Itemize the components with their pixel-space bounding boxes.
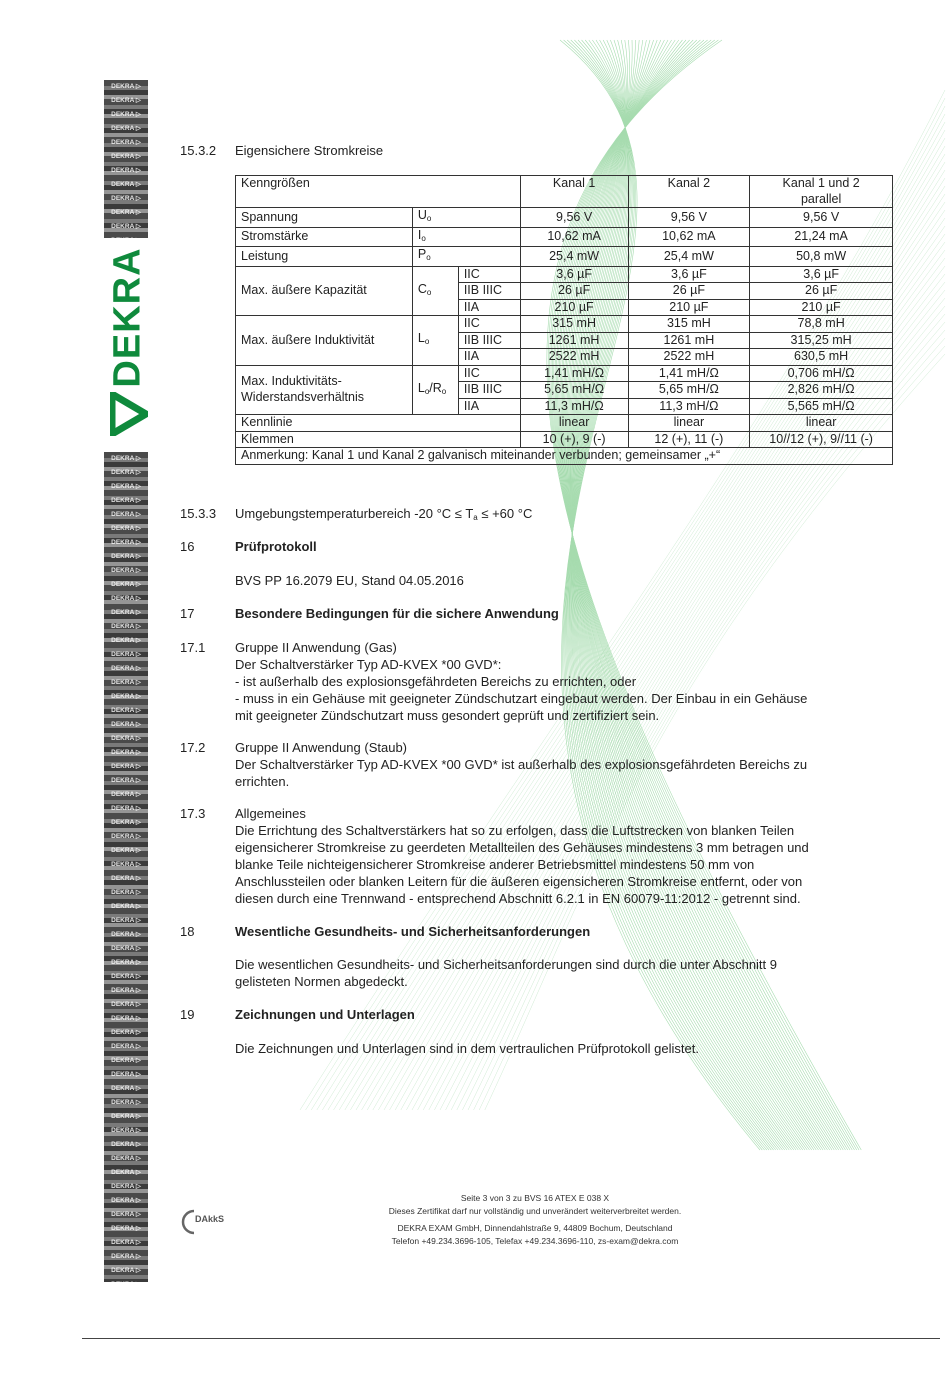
value-cell: linear xyxy=(628,415,750,432)
value-cell: 10,62 mA xyxy=(628,227,750,247)
value-cell: 21,24 mA xyxy=(750,227,893,247)
symbol-cell: $L_o/R_o$ xyxy=(412,365,458,415)
section-title: Wesentliche Gesundheits- und Sicherheitsanforderungen xyxy=(235,924,591,939)
symbol-cell: $U_o$ xyxy=(412,208,520,228)
group-cell: IIC xyxy=(458,266,520,283)
value-cell: 26 µF xyxy=(628,283,750,300)
section-number: 15.3.3 xyxy=(180,506,217,521)
section-number: 17.1 xyxy=(180,640,206,655)
group-cell: IIB IIIC xyxy=(458,283,520,300)
strip-pattern-text: DEKRA ▷ DEKRA ▷ DEKRA ▷ DEKRA ▷ DEKRA ▷ DEKRA ▷ DEKRA ▷ DEKRA ▷ DEKRA ▷ DEKRA ▷ DEKRA ▷ xyxy=(111,83,141,230)
section-number: 16 xyxy=(180,539,195,554)
value-cell: 26 µF xyxy=(750,283,893,300)
row-label: Max. äußere Induktivität xyxy=(236,316,413,366)
header-cell: Kanal 2 xyxy=(628,176,750,208)
symbol-cell: $L_o$ xyxy=(412,316,458,366)
value-cell: 1261 mH xyxy=(520,332,628,349)
header-cell: Kanal 1 und 2 parallel xyxy=(750,176,893,208)
value-cell: 50,8 mW xyxy=(750,247,893,267)
table-row xyxy=(236,266,893,283)
table-row xyxy=(236,415,893,432)
value-cell: 11,3 mH/Ω xyxy=(628,398,750,415)
row-label: Max. äußere Kapazität xyxy=(236,266,413,316)
value-cell: linear xyxy=(750,415,893,432)
symbol-cell: $P_o$ xyxy=(412,247,520,267)
value-cell: 2522 mH xyxy=(628,349,750,366)
value-cell: 9,56 V xyxy=(520,208,628,228)
group-cell: IIC xyxy=(458,365,520,382)
table-row xyxy=(236,431,893,448)
row-label: Kennlinie xyxy=(236,415,521,432)
value-cell: 9,56 V xyxy=(628,208,750,228)
footer-address: DEKRA EXAM GmbH, Dinnendahlstraße 9, 44809 Bochum, Deutschland xyxy=(397,1223,673,1233)
bottom-rule xyxy=(82,1338,940,1339)
section-body: Allgemeines Die Errichtung des Schaltverstärkers hat so zu erfolgen, dass die Luftstrecken von blanken Teilen eigensicherer Stromkreise zu geerdeten Metallteilen des Gehäuses mindestens 3 mm betragen und blanke Teile nichteigensicherer Stromkreise anderer Betriebsmittel mindestens 50 mm von Anschlussteilen oder blanken Leitern für die äußeren eigensicheren Stromkreise entfernt, oder von diesen durch eine Trennwand - entsprechend Abschnitt 6.2.1 in EN 60079-11:2012 - getrennt sind. xyxy=(235,806,809,906)
section-title: Besondere Bedingungen für die sichere Anwendung xyxy=(235,606,559,621)
table-row xyxy=(236,208,893,228)
symbol-cell: $C_o$ xyxy=(412,266,458,316)
table-row xyxy=(236,247,893,267)
value-cell: 5,565 mH/Ω xyxy=(750,398,893,415)
temperature-range-text: Umgebungstemperaturbereich -20 $^\circ C \le T_a \le +60$ °C xyxy=(235,506,533,522)
value-cell: 2522 mH xyxy=(520,349,628,366)
value-cell: 2,826 mH/Ω xyxy=(750,382,893,399)
dakks-mark-icon xyxy=(180,1209,196,1235)
value-cell: 210 µF xyxy=(520,299,628,316)
section-title: Zeichnungen und Unterlagen xyxy=(235,1007,415,1022)
header-cell: Kanal 1 xyxy=(520,176,628,208)
symbol-cell: $I_o$ xyxy=(412,227,520,247)
section-number: 17 xyxy=(180,606,195,621)
row-label: Max. Induktivitäts- Widerstandsverhältnis xyxy=(236,365,413,415)
section-body: Gruppe II Anwendung (Gas) Der Schaltverstärker Typ AD-KVEX *00 GVD*: - ist außerhalb des explosionsgefährdeten Bereichs zu errichten, oder - muss in ein Gehäuse mit geeigneter Zündschutzart eingebaut werden. Der Einbau in ein Gehäuse mit geeigneter Zündschutzart muss gesondert geprüft und zertifiziert sein. xyxy=(235,640,808,723)
value-cell: 210 µF xyxy=(628,299,750,316)
value-cell: 1,41 mH/Ω xyxy=(628,365,750,382)
value-cell: 1261 mH xyxy=(628,332,750,349)
value-cell: 25,4 mW xyxy=(520,247,628,267)
section-number: 18 xyxy=(180,924,195,939)
table-row xyxy=(236,316,893,333)
dakks-accreditation-logo: DAkkS xyxy=(180,1205,260,1251)
value-cell: 11,3 mH/Ω xyxy=(520,398,628,415)
row-label: Spannung xyxy=(236,208,413,228)
parameters-table xyxy=(235,175,893,465)
section-title: Eigensichere Stromkreise xyxy=(235,143,384,158)
section-body: Die wesentlichen Gesundheits- und Sicherheitsanforderungen sind durch die unter Abschnitt 9 gelisteten Normen abgedeckt. xyxy=(235,957,778,989)
group-cell: IIA xyxy=(458,299,520,316)
section-number: 17.3 xyxy=(180,806,206,821)
group-cell: IIB IIIC xyxy=(458,332,520,349)
value-cell: 9,56 V xyxy=(750,208,893,228)
page-footer xyxy=(330,1192,740,1248)
group-cell: IIC xyxy=(458,316,520,333)
table-note-row xyxy=(236,448,893,465)
group-cell: IIA xyxy=(458,398,520,415)
table-row xyxy=(236,365,893,382)
row-label: Klemmen xyxy=(236,431,521,448)
section-body: BVS PP 16.2079 EU, Stand 04.05.2016 xyxy=(235,573,464,588)
footer-notice: Dieses Zertifikat darf nur vollständig und unverändert weiterverbreitet werden. xyxy=(388,1206,682,1216)
section-number: 15.3.2 xyxy=(180,143,217,158)
group-cell: IIA xyxy=(458,349,520,366)
group-cell: IIB IIIC xyxy=(458,382,520,399)
row-label: Stromstärke xyxy=(236,227,413,247)
section-body: Gruppe II Anwendung (Staub) Der Schaltverstärker Typ AD-KVEX *00 GVD* ist außerhalb des explosionsgefährdeten Bereichs zu errichten. xyxy=(235,740,808,789)
value-cell: 0,706 mH/Ω xyxy=(750,365,893,382)
value-cell: 5,65 mH/Ω xyxy=(628,382,750,399)
value-cell: 78,8 mH xyxy=(750,316,893,333)
value-cell: 1,41 mH/Ω xyxy=(520,365,628,382)
section-title: Prüfprotokoll xyxy=(235,539,317,554)
section-number: 17.2 xyxy=(180,740,206,755)
header-cell: Kenngrößen xyxy=(236,176,521,208)
section-number: 19 xyxy=(180,1007,195,1022)
value-cell: 210 µF xyxy=(750,299,893,316)
value-cell: 5,65 mH/Ω xyxy=(520,382,628,399)
footer-contact: Telefon +49.234.3696-105, Telefax +49.234.3696-110, zs-exam@dekra.com xyxy=(391,1236,679,1246)
value-cell: 3,6 µF xyxy=(520,266,628,283)
value-cell: 10 (+), 9 (-) xyxy=(520,431,628,448)
value-cell: 12 (+), 11 (-) xyxy=(628,431,750,448)
value-cell: 25,4 mW xyxy=(628,247,750,267)
value-cell: 315 mH xyxy=(520,316,628,333)
table-note: Anmerkung: Kanal 1 und Kanal 2 galvanisch miteinander verbunden; gemeinsamer „+“ xyxy=(236,448,893,465)
strip-pattern-text: DEKRA ▷ DEKRA ▷ DEKRA ▷ DEKRA ▷ DEKRA ▷ DEKRA ▷ DEKRA ▷ DEKRA ▷ DEKRA ▷ DEKRA ▷ DEKRA ▷ DEKRA ▷ DEKRA ▷ DEKRA ▷ DEKRA ▷ DEKRA ▷ DEKRA ▷ DEKRA ▷ DEKRA ▷ DEKRA ▷ DEKRA ▷ DEKRA ▷ DEKRA ▷ DEKRA ▷ DEKRA ▷ DEKRA ▷ DEKRA ▷ DEKRA ▷ DEKRA ▷ DEKRA ▷ DEKRA ▷ DEKRA ▷ DEKRA ▷ DEKRA ▷ DEKRA ▷ DEKRA ▷ DEKRA ▷ DEKRA ▷ DEKRA ▷ DEKRA ▷ DEKRA ▷ DEKRA ▷ DEKRA ▷ DEKRA ▷ DEKRA ▷ DEKRA ▷ DEKRA ▷ DEKRA ▷ DEKRA ▷ DEKRA ▷ DEKRA ▷ DEKRA ▷ DEKRA ▷ DEKRA ▷ DEKRA ▷ DEKRA ▷ DEKRA ▷ DEKRA ▷ DEKRA ▷ xyxy=(111,455,141,1274)
footer-page-number: Seite 3 von 3 zu BVS 16 ATEX E 038 X xyxy=(460,1193,610,1203)
table-row xyxy=(236,227,893,247)
value-cell: 26 µF xyxy=(520,283,628,300)
dekra-logo-text: DEKRA xyxy=(106,246,149,388)
value-cell: 315,25 mH xyxy=(750,332,893,349)
section-body: Die Zeichnungen und Unterlagen sind in dem vertraulichen Prüfprotokoll gelistet. xyxy=(235,1041,699,1056)
value-cell: 10//12 (+), 9//11 (-) xyxy=(750,431,893,448)
table-header-row xyxy=(236,176,893,208)
row-label: Leistung xyxy=(236,247,413,267)
value-cell: 10,62 mA xyxy=(520,227,628,247)
value-cell: linear xyxy=(520,415,628,432)
value-cell: 315 mH xyxy=(628,316,750,333)
value-cell: 630,5 mH xyxy=(750,349,893,366)
value-cell: 3,6 µF xyxy=(628,266,750,283)
value-cell: 3,6 µF xyxy=(750,266,893,283)
